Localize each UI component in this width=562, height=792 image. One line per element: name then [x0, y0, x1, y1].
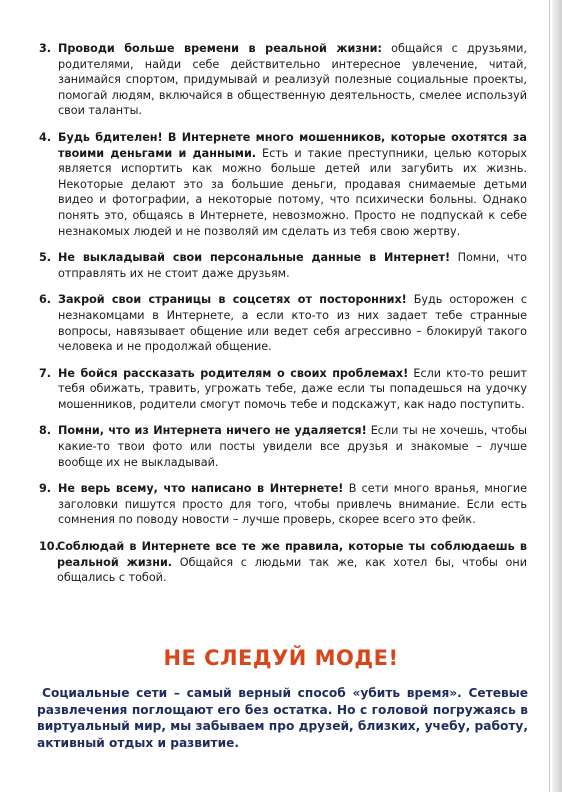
page-edge-shadow: [552, 0, 562, 792]
rule-item-8: [39, 423, 527, 470]
page-edge-line: [549, 0, 550, 792]
rule-item-9: [39, 481, 527, 528]
rule-item-6: [39, 292, 527, 354]
rule-text: общайся с друзьями, родителями, найди себе действительно интересное увлечение, читай, занимайся спортом, придумывай и реализуй полезные социальные проекты, помогай людям, включайся в общественную деятельность, смелее используй свои таланты.: [58, 42, 527, 118]
rule-text: Есть и такие преступники, целью которых является испортить как можно больше детей или загубить их жизнь. Некоторые делают это за большие деньги, продавая снимаемые детьми видео и фотографии, а некоторые потому, что психически больны. Однако понять это, общаясь в Интернете, невозможно. Просто не подпускай к себе незнакомых людей и не позволяй им сделать из тебя свою жертву.: [58, 146, 527, 238]
rule-number: 6.: [39, 293, 52, 307]
rules-list: [39, 41, 527, 597]
rule-number: 9.: [39, 482, 52, 496]
rule-number: 10.: [39, 540, 59, 554]
rule-lead: Будь бдителен! В Интернете много мошенников, которые охотятся за твоими деньгами и данными.: [58, 130, 527, 160]
rule-item-5: [39, 250, 527, 281]
rule-number: 5.: [39, 251, 52, 265]
warning-heading: НЕ СЛЕДУЙ МОДЕ!: [163, 646, 399, 670]
rule-number: 4.: [39, 130, 52, 144]
rule-text: Общайся с людьми так же, как хотел бы, чтобы они общались с тобой.: [57, 555, 527, 585]
rule-text: Если ты не хочешь, чтобы какие-то твои фото или посты увидели все друзья и знакомые – лучше вообще их не выкладывай.: [58, 424, 527, 469]
rule-lead: Закрой свои страницы в соцсетях от посторонних!: [58, 293, 407, 307]
rule-text: Будь осторожен с незнакомцами в Интернете, а если кто-то из них задает тебе странные вопросы, навязывает общение или ведет себя агрессивно – блокируй такого человека и не продолжай общение.: [58, 293, 528, 354]
rule-text: Если кто-то решит тебя обижать, травить, угрожать тебе, даже если ты попадешься на удочку мошенников, родители смогут помочь тебе и подскажут, как надо поступить.: [58, 366, 527, 411]
rule-lead: Соблюдай в Интернете все те же правила, которые ты соблюдаешь в реальной жизни.: [57, 540, 527, 569]
rule-item-10: [39, 539, 527, 586]
rule-number: 3.: [39, 42, 52, 55]
closing-paragraph: Социальные сети – самый верный способ «убить время». Сетевые развлечения поглощают его без остатка. Но с головой погружаясь в виртуальный мир, мы забываем про друзей, близких, учебу, работу, активный отдых и развитие.: [37, 686, 528, 750]
rule-item-3: [39, 41, 527, 119]
rule-text: Помни, что отправлять их не стоит даже друзьям.: [58, 251, 527, 280]
rule-item-7: [39, 366, 527, 413]
rule-lead: Проводи больше времени в реальной жизни:: [58, 42, 382, 55]
rule-lead: Не верь всему, что написано в Интернете!: [58, 482, 344, 496]
rule-number: 8.: [39, 424, 52, 438]
rule-number: 7.: [39, 366, 52, 380]
rule-lead: Не бойся рассказать родителям о своих проблемах!: [58, 366, 409, 380]
rule-lead: Помни, что из Интернета ничего не удаляется!: [58, 424, 367, 438]
rule-text: В сети много вранья, многие заголовки пишутся просто для того, чтобы привлечь внимание. Если есть сомнения по поводу новости – лучше проверь, скорее всего это фейк.: [58, 482, 527, 527]
rule-lead: Не выкладывай свои персональные данные в Интернет!: [58, 251, 451, 265]
rule-item-4: [39, 130, 527, 239]
